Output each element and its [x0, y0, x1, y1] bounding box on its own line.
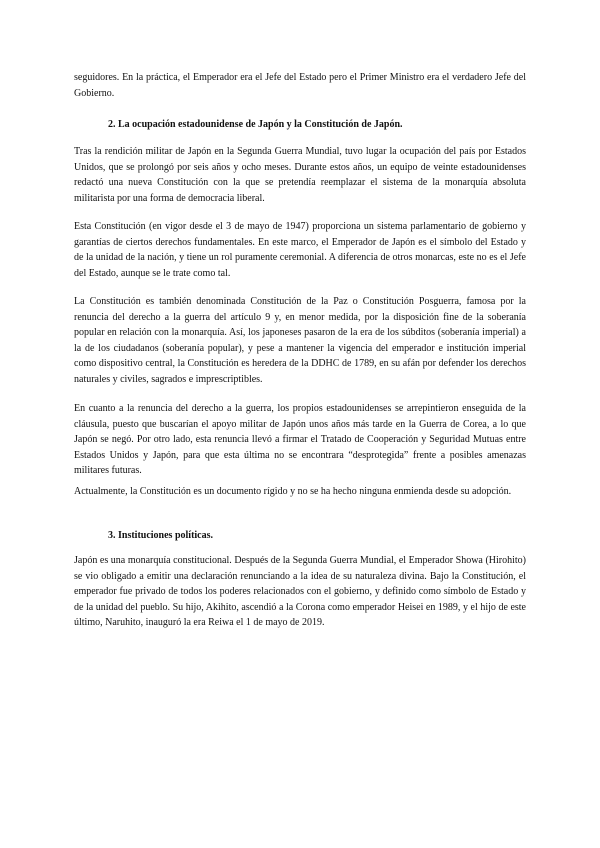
section-2-paragraph-3: La Constitución es también denominada Constitución de la Paz o Constitución Posguerra, famosa por la renuncia del derecho a la guerra del artículo 9 y, en menor medida, por la disposición fine de la soberanía popular en relación con la monarquía. Así, los japoneses pasaron de la era de los súbditos (soberanía imperial) a la de los ciudadanos (soberanía popular), y pese a mantener la vigencia del emperador e institución imperial como dispositivo central, la Constitución es heredera de la DDHC de 1789, en su afán por defender los derechos naturales y civiles, sagrados e imprescriptibles.	[74, 296, 526, 385]
section-2-paragraph-2: Esta Constitución (en vigor desde el 3 de mayo de 1947) proporciona un sistema parlamentario de gobierno y garantías de ciertos derechos fundamentales. En este marco, el Emperador de Japón es el símbolo del Estado y de la unidad de la nación, y tiene un rol puramente ceremonial. A diferencia de otros monarcas, este no es el Jefe del Estado, aunque se le trate como tal.	[74, 221, 526, 279]
section-2-paragraph-4: En cuanto a la renuncia del derecho a la guerra, los propios estadounidenses se arrepintieron enseguida de la cláusula, puesto que buscarían el apoyo militar de Japón unos años más tarde en la Guerra de Corea, a lo que Japón se negó. Por otro lado, esta renuncia llevó a firmar el Tratado de Cooperación y Seguridad Mutuas entre Estados Unidos y Japón, para que esta última no se encontrara “desprotegida” frente a posibles amenazas militares futuras.	[74, 403, 526, 477]
section-2-paragraph-1: Tras la rendición militar de Japón en la Segunda Guerra Mundial, tuvo lugar la ocupación del país por Estados Unidos, que se prolongó por seis años y ocho meses. Durante estos años, un equipo de veinte estadounidenses redactó una nueva Constitución con la que se pretendía reemplazar el sistema de la monarquía absoluta militarista por una forma de democracia liberal.	[74, 146, 526, 204]
intro-paragraph: seguidores. En la práctica, el Emperador era el Jefe del Estado pero el Primer Ministro era el verdadero Jefe del Gobierno.	[74, 72, 526, 99]
section-2-paragraph-5: Actualmente, la Constitución es un documento rígido y no se ha hecho ninguna enmienda desde su adopción.	[74, 486, 512, 497]
section-3-paragraph-1: Japón es una monarquía constitucional. Después de la Segunda Guerra Mundial, el Emperador Showa (Hirohito) se vio obligado a emitir una declaración renunciando a la idea de su naturaleza divina. Bajo la Constitución, el emperador fue privado de todos los poderes relacionados con el gobierno, y definido como símbolo de Estado y de la unidad del pueblo. Su hijo, Akihito, ascendió a la Corona como emperador Heisei en 1989, y el hijo de este último, Naruhito, inauguró la era Reiwa el 1 de mayo de 2019.	[74, 555, 526, 629]
section-3-heading: 3. Instituciones políticas.	[108, 530, 214, 541]
section-2-heading: 2. La ocupación estadounidense de Japón y la Constitución de Japón.	[108, 119, 403, 130]
